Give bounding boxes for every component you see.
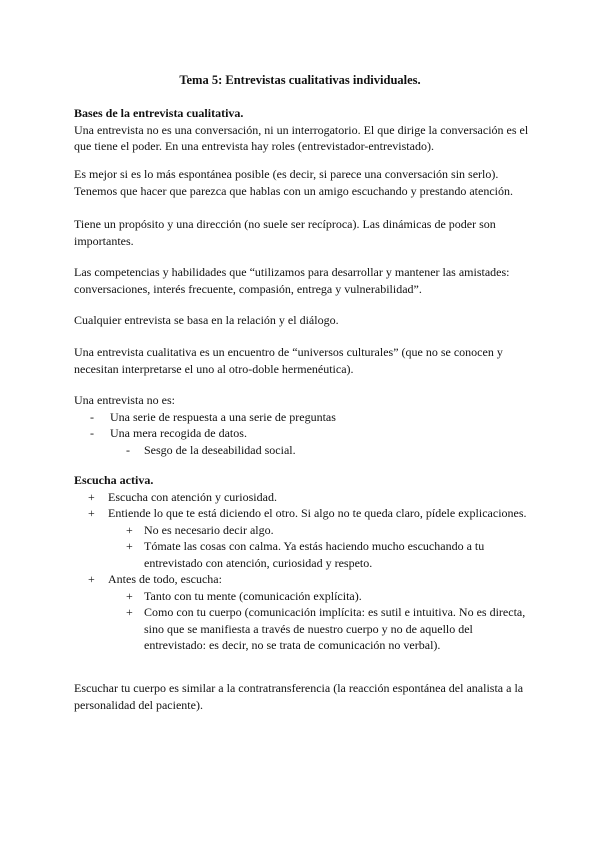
paragraph-6-block	[74, 344, 534, 377]
paragraph-4-block	[74, 264, 534, 297]
dash-marker: -	[90, 409, 94, 424]
plus-icon: +	[88, 572, 95, 586]
closing-block	[74, 680, 534, 713]
section-heading-bases: Bases de la entrevista cualitativa.	[74, 106, 244, 120]
plus-icon: +	[126, 605, 133, 619]
list-item-text: Antes de todo, escucha:	[108, 572, 222, 586]
not-list-block	[74, 392, 534, 458]
sublist-item-text: Como con tu cuerpo (comunicación implícita: es sutil e intuitiva. No es directa, sino que se manifiesta a través de nuestro cuerpo y no de aquello del entrevistado: es decir, no se trata de comunicación no verbal).	[144, 605, 526, 652]
section-escucha	[74, 472, 534, 654]
paragraph-5: Cualquier entrevista se basa en la relación y el diálogo.	[74, 313, 339, 327]
sublist-item	[74, 538, 534, 571]
sublist-item-text: No es necesario decir algo.	[144, 522, 274, 537]
paragraph-5-block	[74, 312, 534, 329]
paragraph-3: Tiene un propósito y una dirección (no suele ser recíproca). Las dinámicas de poder son importantes.	[74, 217, 496, 248]
list-item-text: Una mera recogida de datos.	[110, 426, 247, 440]
list-item-text: Una serie de respuesta a una serie de preguntas	[110, 409, 336, 424]
plus-icon: +	[126, 539, 133, 553]
dash-marker: -	[126, 442, 130, 457]
plus-icon: +	[126, 588, 133, 603]
sublist-item	[74, 522, 534, 539]
closing-paragraph: Escuchar tu cuerpo es similar a la contratransferencia (la reacción espontánea del analista a la personalidad del paciente).	[74, 681, 524, 712]
list-item	[74, 409, 534, 426]
plus-icon: +	[126, 522, 133, 537]
sublist-item	[74, 604, 534, 654]
list-item-text: Escucha con atención y curiosidad.	[108, 489, 277, 504]
sublist-item-text: Tanto con tu mente (comunicación explícita).	[144, 588, 362, 603]
list-item	[74, 571, 534, 588]
sublist-item	[74, 588, 534, 605]
section-heading-escucha: Escucha activa.	[74, 473, 154, 487]
plus-icon: +	[88, 489, 95, 504]
plus-icon: +	[88, 506, 95, 520]
paragraph-2: Es mejor si es lo más espontánea posible (es decir, si parece una conversación sin serlo). Tenemos que hacer que parezca que hablas con un amigo escuchando y prestando atención.	[74, 167, 513, 198]
document-title: Tema 5: Entrevistas cualitativas individuales.	[179, 73, 421, 87]
paragraph-1: Una entrevista no es una conversación, ni un interrogatorio. El que dirige la conversación es el que tiene el poder. En una entrevista hay roles (entrevistador-entrevistado).	[74, 122, 529, 153]
section-bases	[74, 105, 534, 155]
list-item	[74, 425, 534, 442]
list-item	[74, 505, 534, 522]
list-item-text: Entiende lo que te está diciendo el otro. Si algo no te queda claro, pídele explicaciones.	[108, 506, 527, 520]
paragraph-6: Una entrevista cualitativa es un encuentro de “universos culturales” (que no se conocen y necesitan interpretarse el uno al otro-doble hermenéutica).	[74, 345, 503, 376]
sublist-item-text: Sesgo de la deseabilidad social.	[144, 442, 296, 457]
sublist-item-text: Tómate las cosas con calma. Ya estás haciendo mucho escuchando a tu entrevistado con atención, curiosidad y respeto.	[144, 539, 485, 570]
paragraph-4: Las competencias y habilidades que “utilizamos para desarrollar y mantener las amistades: conversaciones, interés frecuente, compasión, entrega y vulnerabilidad”.	[74, 265, 510, 296]
paragraph-7: Una entrevista no es:	[74, 393, 175, 407]
paragraph-3-block	[74, 216, 534, 249]
list-item	[74, 489, 534, 506]
sublist-item	[74, 442, 534, 459]
dash-marker: -	[90, 426, 94, 440]
paragraph-2-block	[74, 166, 534, 199]
